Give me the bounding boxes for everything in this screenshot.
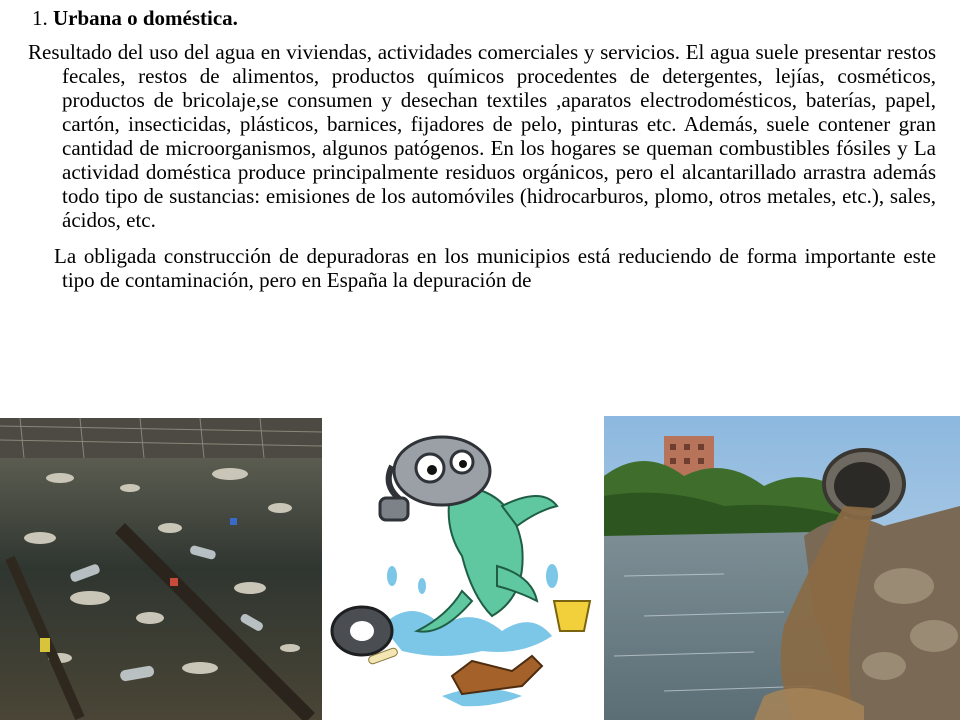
sewage-pipe-discharge-photo — [604, 416, 960, 720]
paragraph-1: Resultado del uso del agua en viviendas, actividades comerciales y servicios. El agua suele presentar restos fecales, restos de alimentos, productos químicos procedentes de detergentes, lejías, cosméticos, productos de bricolaje,se consumen y desechan textiles ,aparatos electrodomésticos, baterías, papel, cartón, insecticidas, plásticos, barnices, fijadores de pelo, pinturas etc. Además, suele contener gran cantidad de microorganismos, algunos patógenos. En los hogares se queman combustibles fósiles y La actividad doméstica produce principalmente residuos orgánicos, pero el alcantarillado arrastra además todo tipo de sustancias: emisiones de los automóviles (hidrocarburos, plomo, otros metales, etc.), sales, ácidos, etc. — [28, 40, 936, 232]
section-heading — [32, 6, 936, 30]
section-number: 1. — [32, 6, 48, 30]
fish-with-gas-mask-cartoon — [322, 426, 608, 720]
polluted-water-trash-photo — [0, 418, 322, 720]
text-block — [28, 6, 936, 292]
section-title: Urbana o doméstica. — [53, 6, 238, 30]
paragraph-2: La obligada construcción de depuradoras en los municipios está reduciendo de forma importante este tipo de contaminación, pero en España la depuración de — [54, 244, 936, 292]
